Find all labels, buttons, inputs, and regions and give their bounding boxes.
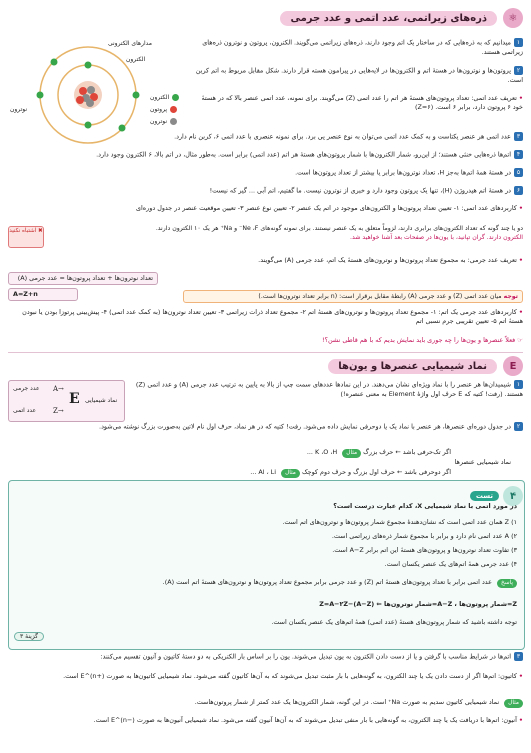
divider [8,352,523,353]
notation-e: E [69,391,80,407]
relation-tip: توجه میان عدد اتمی (Z) و عدد جرمی (A) رابطهٔ مقابل برقرار است: (n برابر تعداد نوترون‌ها است.) [183,290,523,303]
one-letter-rule: اگر تک‌حرفی باشد ← حرف بزرگ مثال K ،O ،H ... [306,448,451,456]
test-note: توجه داشته باشید که شمار پروتون‌های هستهٔ (عدد اتمی) همهٔ اتم‌های یک عنصر یکسان است. [271,618,517,626]
notation-diagram: عدد جرمی عدد اتمی A→ Z→ E نماد شیمیایی [8,380,125,422]
notation-symbol: A→ [53,385,64,393]
test-option-2[interactable]: ۲) A عدد اتمی نام دارد و برابر با مجموع شمار ذره‌های زیراتمی است. [331,532,517,540]
neutron [87,86,95,94]
electron [119,125,126,132]
electron [133,92,140,99]
electron [51,59,58,66]
sodium-example: مثال نماد شیمیایی کاتیون سدیم به صورت Na⁺ است. در این گونه، شمار الکترون‌ها یک عدد کمتر از شمار پروتون‌هاست. [8,698,523,708]
legend-electron: الکترون [150,94,179,101]
label-neutron: نوترون [10,106,28,113]
section3-item-3: ۳اتم‌ها در شرایط مناسب با گرفتن و یا از دست دادن الکترون به یون تبدیل می‌شوند. یون را بر اساس بار الکتریکی به دو دستهٔ کاتیون و آنیون تقسیم می‌کنند: [8,652,523,662]
answer-option-tag: گزینهٔ ۳ [14,632,44,641]
electron-dot-icon [172,94,179,101]
test-header: ۴ تست [470,486,523,506]
item-2: ۲پروتون‌ها و نوترون‌ها در هستهٔ اتم و الکترون‌ها در لایه‌هایی در پیرامون هسته قرار دارند. شکل مقابل مربوط به اتم کربن است. [195,66,523,84]
atomic-number-definition: • تعریف عدد اتمی: تعداد پروتون‌های هستهٔ هر اتم را عدد اتمی (Z) می‌گویند. برای نمونه، عدد اتمی عنصر بالا که در هستهٔ خود ۶ پروتون دارد، برابر ۶ است. (Z=۶) [201,94,523,111]
hint-line: ☞ فعلاً عنصرها و یون‌ها را چه جوری باید نمایش بدیم که با هم قاطی نشن؟! [322,336,523,344]
two-letter-rule: اگر دوحرفی باشد ← حرف اول بزرگ و حرف دوم کوچک مثال Al ، Li ... [250,468,451,476]
label-electron: الکترون [126,56,146,63]
neutron [86,99,94,107]
mass-number-usage: • کاربردهای عدد جرمی یک اتم: ۱- مجموع تعداد پروتون‌ها و نوترون‌های هستهٔ اتم ۲- مجموع تعداد ذرات زیراتمی ۳- تعیین تعداد نوترون‌ها (به کمک عدد اتمی) ۴- پیش‌بینی پرتوزا بودن یا نبودن هستهٔ اتم ۵- تعیین تقریبی جرم نسبی اتم [22,308,523,325]
test-question: در مورد اتمی با نماد شیمیایی X، کدام عبارت درست است؟ [333,502,517,510]
item-1: ۱میدانیم که به ذره‌هایی که در ساختار یک اتم وجود دارند، ذره‌های زیراتمی می‌گویند. الکترون، پروتون و نوترون ذره‌های زیراتمی هستند. [202,38,523,56]
legend-proton: پروتون [150,106,177,113]
electron [85,122,92,129]
electron [85,62,92,69]
pointer-icon: ☞ [517,336,523,344]
test-calc: Z=شمار پروتون‌ها ، A−Z=شمار نوترون‌ها ⇐ (A−Z)−Z=A−۲Z [319,600,517,608]
test-answer: پاسخ عدد اتمی برابر با تعداد پروتون‌های هستهٔ اتم (Z) و عدد جرمی برابر مجموع تعداد پروتون‌ها و نوترون‌های هستهٔ اتم است (A). [17,578,517,588]
item-3: ۳عدد اتمی هر عنصر یکتاست و به کمک عدد اتمی می‌توان به نوع عنصر پی برد. برای نمونه عنصری با عدد اتمی ۶، کربن نام دارد. [8,132,523,142]
item-5: ۵در هستهٔ همهٔ اتم‌ها به‌جز H، تعداد نوترون‌ها برابر یا بیشتر از تعداد پروتون‌ها است. [8,168,523,178]
proton [79,87,87,95]
warning-icon: ✖ [38,228,43,234]
test-option-1[interactable]: ۱) Z همان عدد اتمی است که نشان‌دهندهٔ مجموع شمار پروتون‌ها و نوترون‌های اتم است. [282,518,517,526]
section2-item-2: ۲در جدول دوره‌ای عنصرها، هر عنصر با نماد یک یا دوحرفی نمایش داده می‌شود. رفت! کتیه که در هر نماد، حرف اول نام لاتین به‌صورت بزرگ نوشته می‌شود. [8,422,523,432]
atomic-number-usage: • کاربردهای عدد اتمی: ۱- تعیین تعداد پروتون‌ها و الکترون‌های موجود در اتم یک عنصر ۲- تعیین نوع عنصر ۳- تعیین موقعیت عنصر در جدول دوره‌ای [136,204,523,212]
item-6: ۶در هستهٔ اتم هیدروژن (H)، تنها یک پروتون وجود دارد و خبری از نوترون نیست. ما گفتیم، اتم آبی ... گیر که نیست! [8,186,523,196]
legend-neutron: نوترون [150,118,177,125]
symbol-rule-title: نماد شیمیایی عنصرها [454,458,511,466]
section-title-2: E نماد شیمیایی عنصرها و یون‌ها [328,356,523,376]
warning-badge: ✖ اشتباه نکنید [8,226,44,248]
cation-definition: • کاتیون: اتم‌ها اگر از دست دادن یک یا چند الکترون، به گونه‌هایی با بار مثبت تبدیل می‌شوند که به آن‌ها کاتیون گفته می‌شود. نماد شیمیایی کاتیون‌ها به صورت E^(n+) است. [63,672,523,680]
section2-item-1: ۱شیمیدان‌ها هر عنصر را با نماد ویژه‌ای نشان می‌دهند. در این نمادها عددهای سمت چپ از بالا به پایین به ترتیب عدد جرمی (A) و عدد اتمی (Z) هستند. (رفت! کتیه که E حرف اول واژهٔ Element به معنی عنصره!) [135,380,523,398]
anion-definition: • آنیون: اتم‌ها با دریافت یک یا چند الکترون، به گونه‌هایی با بار منفی تبدیل می‌شوند که به آن‌ها آنیون گفته می‌شود. نماد شیمیایی آنیون‌ها به صورت E^(n−) است. [93,716,523,724]
proton [76,96,84,104]
proton-dot-icon [170,106,177,113]
formula: A=Z+n [8,288,78,301]
notation-symbol: Z→ [53,407,64,415]
atom-icon: ⚛ [503,8,523,28]
element-icon: E [503,356,523,376]
electron [37,92,44,99]
label-orbits: مدارهای الکترونی [108,40,153,47]
section-title-1 [280,8,523,28]
test-option-4[interactable]: ۴) عدد جرمی همهٔ اتم‌های یک عنصر یکسان است. [384,560,517,568]
same-electrons-note: دو یا چند گونه که تعداد الکترون‌های برابری دارند، لزوماً متعلق به یک عنصر نیستند. برای نمونه گونه‌های Ne ،F⁻ و Na⁺ هر یک ۱۰ الکترون دارند. الکترون دارند. گران‌ تپانید، با یون‌ها در صفحات بعد آشنا خواهید شد. [155,225,523,241]
test-option-3[interactable]: ۳) تفاوت تعداد نوترون‌ها و پروتون‌های هستهٔ این اتم برابر A−Z است. [332,546,517,554]
neutron-dot-icon [170,118,177,125]
formula-words: تعداد نوترون‌ها + تعداد پروتون‌ها = عدد جرمی (A) [8,272,158,285]
item-4: ۴اتم‌ها ذره‌هایی خنثی هستند؛ از این‌رو، شمار الکترون‌ها با شمار پروتون‌های هستهٔ هر اتم (عدد اتمی) برابر است. به‌طور مثال، در اتم بالا، ۶ الکترون وجود دارد. [8,150,523,160]
mass-number-definition: • تعریف عدد جرمی: به مجموع تعداد پروتون‌ها و نوترون‌های هستهٔ یک اتم، عدد جرمی (A) می‌گویند. [258,256,523,264]
section-title-text: ذره‌های زیراتمی، عدد اتمی و عدد جرمی [280,11,497,26]
